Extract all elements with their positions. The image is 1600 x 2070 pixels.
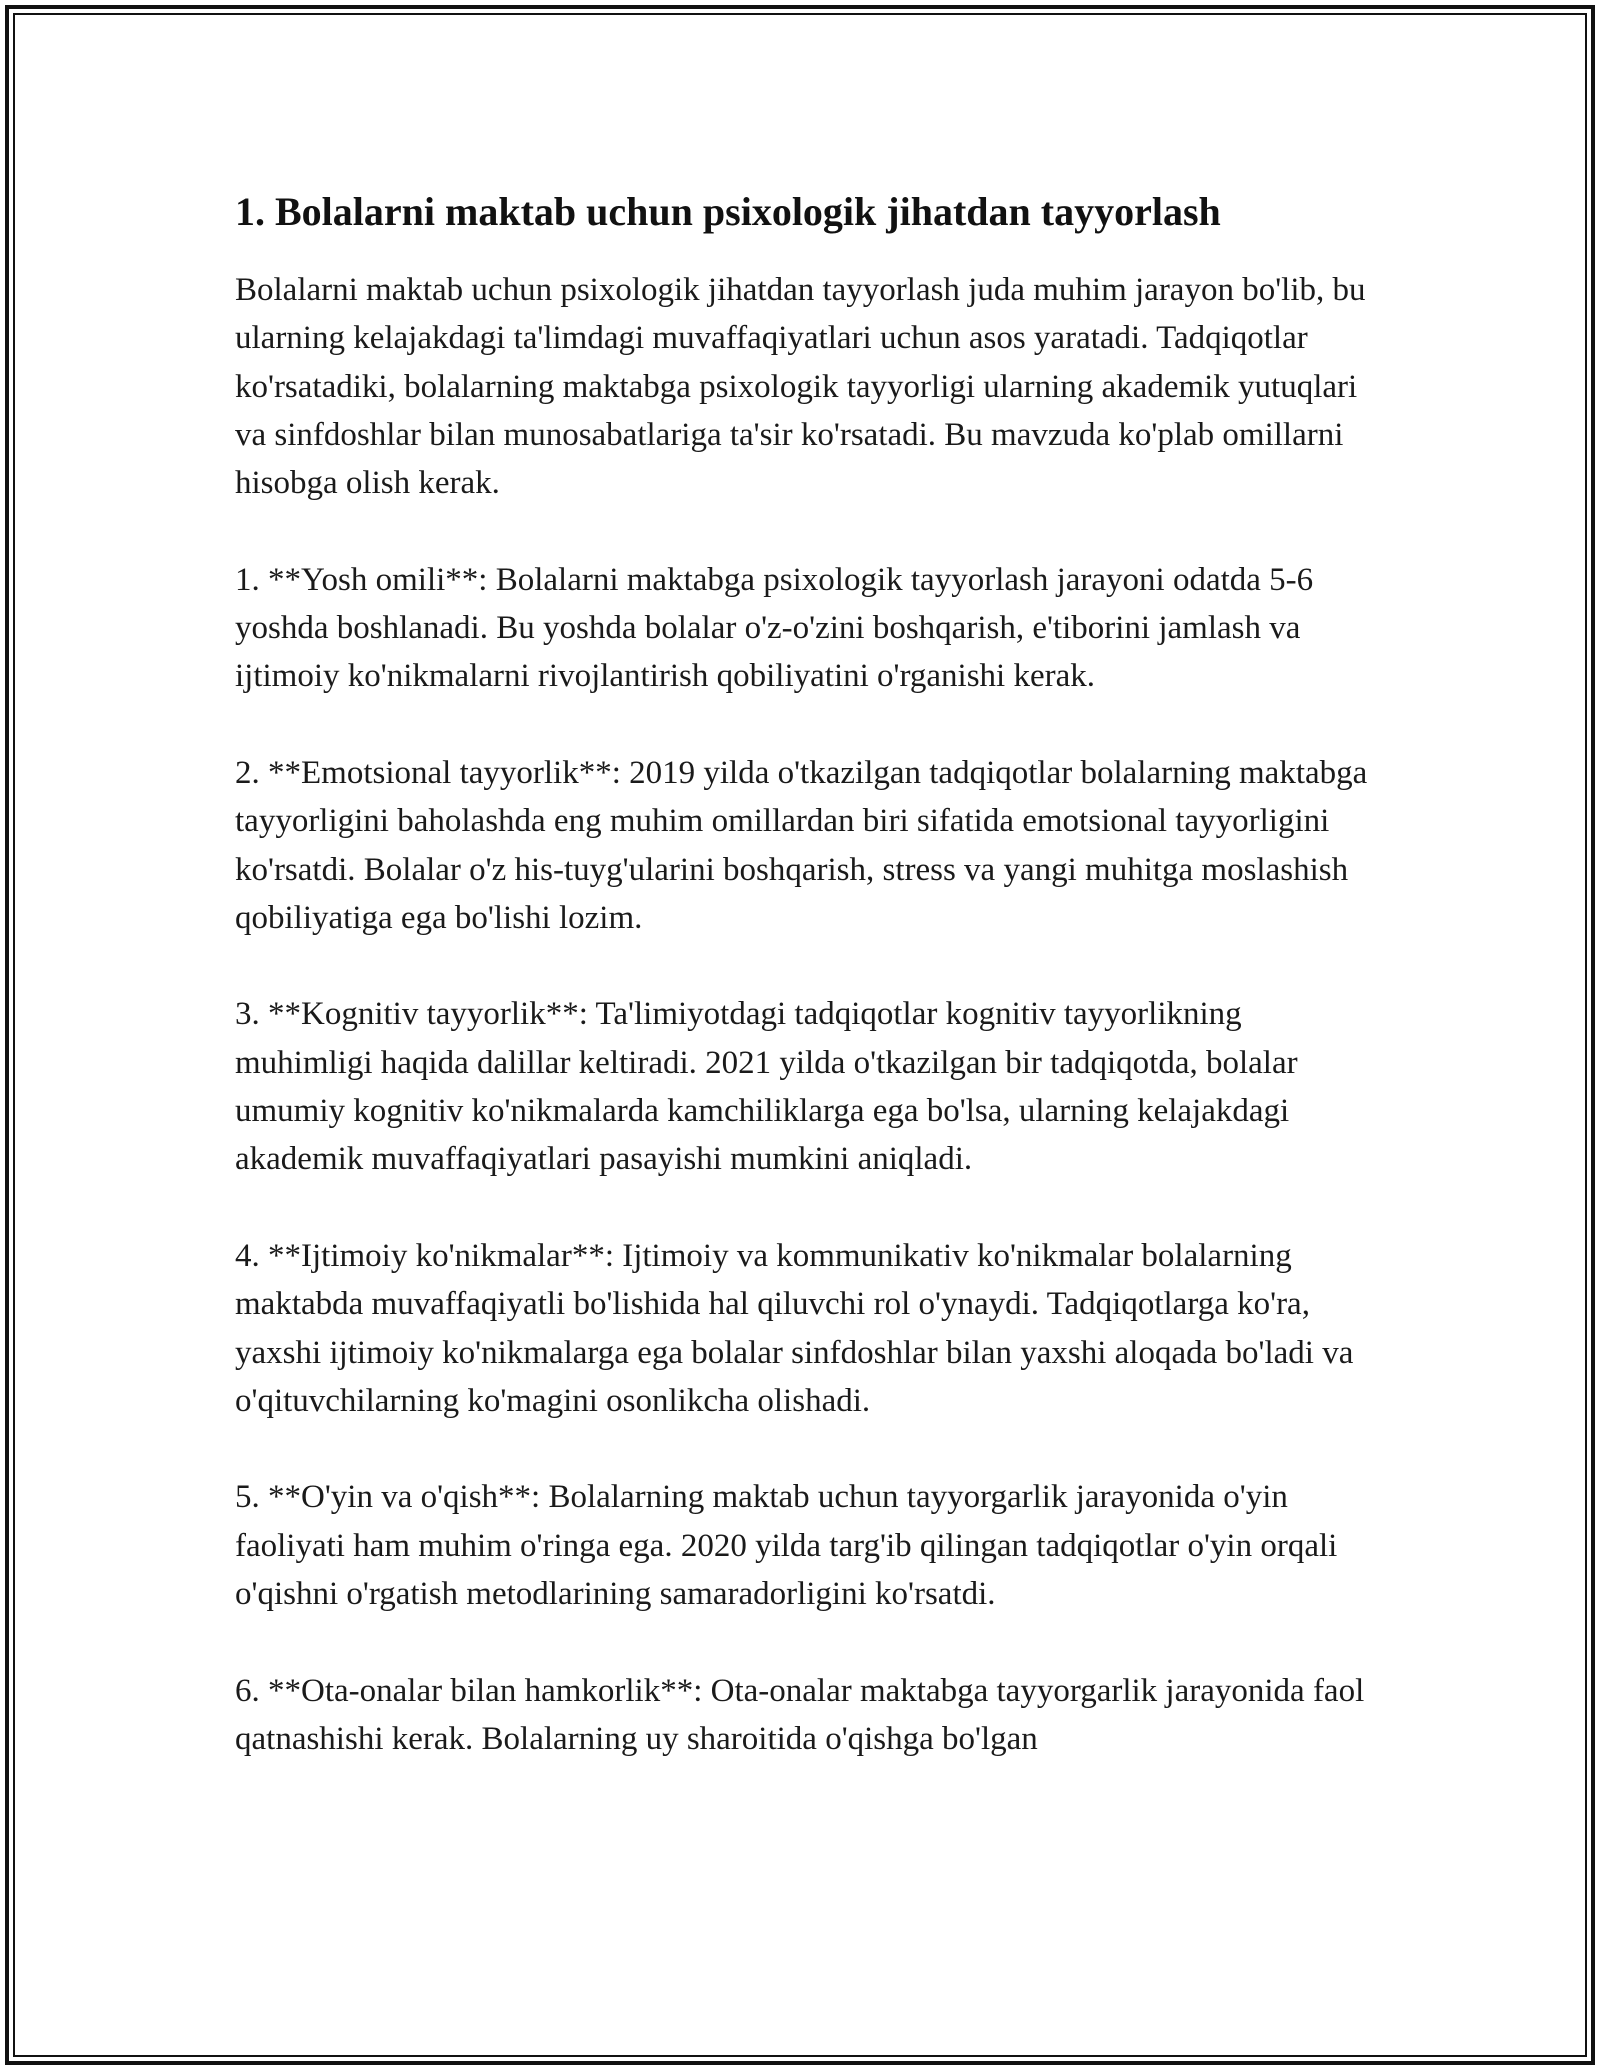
document-body <box>235 186 1375 1812</box>
paragraph-item-3: 3. **Kognitiv tayyorlik**: Ta'limiyotdagi tadqiqotlar kognitiv tayyorlikning muhimligi haqida dalillar keltiradi. 2021 yilda o'tkazilgan bir tadqiqotda, bolalar umumiy kognitiv ko'nikmalarda kamchiliklarga ega bo'lsa, ularning kelajakdagi akademik muvaffaqiyatlari pasayishi mumkini aniqladi. <box>235 996 1298 1178</box>
document-title: 1. Bolalarni maktab uchun psixologik jihatdan tayyorlash <box>235 189 1221 234</box>
paragraph-item-4: 4. **Ijtimoiy ko'nikmalar**: Ijtimoiy va kommunikativ ko'nikmalar bolalarning maktabda muvaffaqiyatli bo'lishida hal qiluvchi rol o'ynaydi. Tadqiqotlarga ko'ra, yaxshi ijtimoiy ko'nikmalarga ega bolalar sinfdoshlar bilan yaxshi aloqada bo'ladi va o'qituvchilarning ko'magini osonlikcha olishadi. <box>235 1237 1354 1419</box>
paragraph-item-2: 2. **Emotsional tayyorlik**: 2019 yilda o'tkazilgan tadqiqotlar bolalarning maktabga tayyorligini baholashda eng muhim omillardan biri sifatida emotsional tayyorligini ko'rsatdi. Bolalar o'z his-tuyg'ularini boshqarish, stress va yangi muhitga moslashish qobiliyatiga ega bo'lishi lozim. <box>235 754 1368 936</box>
paragraph-intro: Bolalarni maktab uchun psixologik jihatdan tayyorlash juda muhim jarayon bo'lib, bu ularning kelajakdagi ta'limdagi muvaffaqiyatlari uchun asos yaratadi. Tadqiqotlar ko'rsatadiki, bolalarning maktabga psixologik tayyorligi ularning akademik yutuqlari va sinfdoshlar bilan munosabatlariga ta'sir ko'rsatadi. Bu mavzuda ko'plab omillarni hisobga olish kerak. <box>235 272 1366 502</box>
paragraph-item-1: 1. **Yosh omili**: Bolalarni maktabga psixologik tayyorlash jarayoni odatda 5-6 yoshda boshlanadi. Bu yoshda bolalar o'z-o'zini boshqarish, e'tiborini jamlash va ijtimoiy ko'nikmalarni rivojlantirish qobiliyatini o'rganishi kerak. <box>235 561 1314 695</box>
paragraph-item-5: 5. **O'yin va o'qish**: Bolalarning maktab uchun tayyorgarlik jarayonida o'yin faoliyati ham muhim o'ringa ega. 2020 yilda targ'ib qilingan tadqiqotlar o'yin orqali o'qishni o'rgatish metodlarining samaradorligini ko'rsatdi. <box>235 1479 1338 1613</box>
paragraph-item-6: 6. **Ota-onalar bilan hamkorlik**: Ota-onalar maktabga tayyorgarlik jarayonida faol qatnashishi kerak. Bolalarning uy sharoitida o'qishga bo'lgan <box>235 1672 1365 1757</box>
